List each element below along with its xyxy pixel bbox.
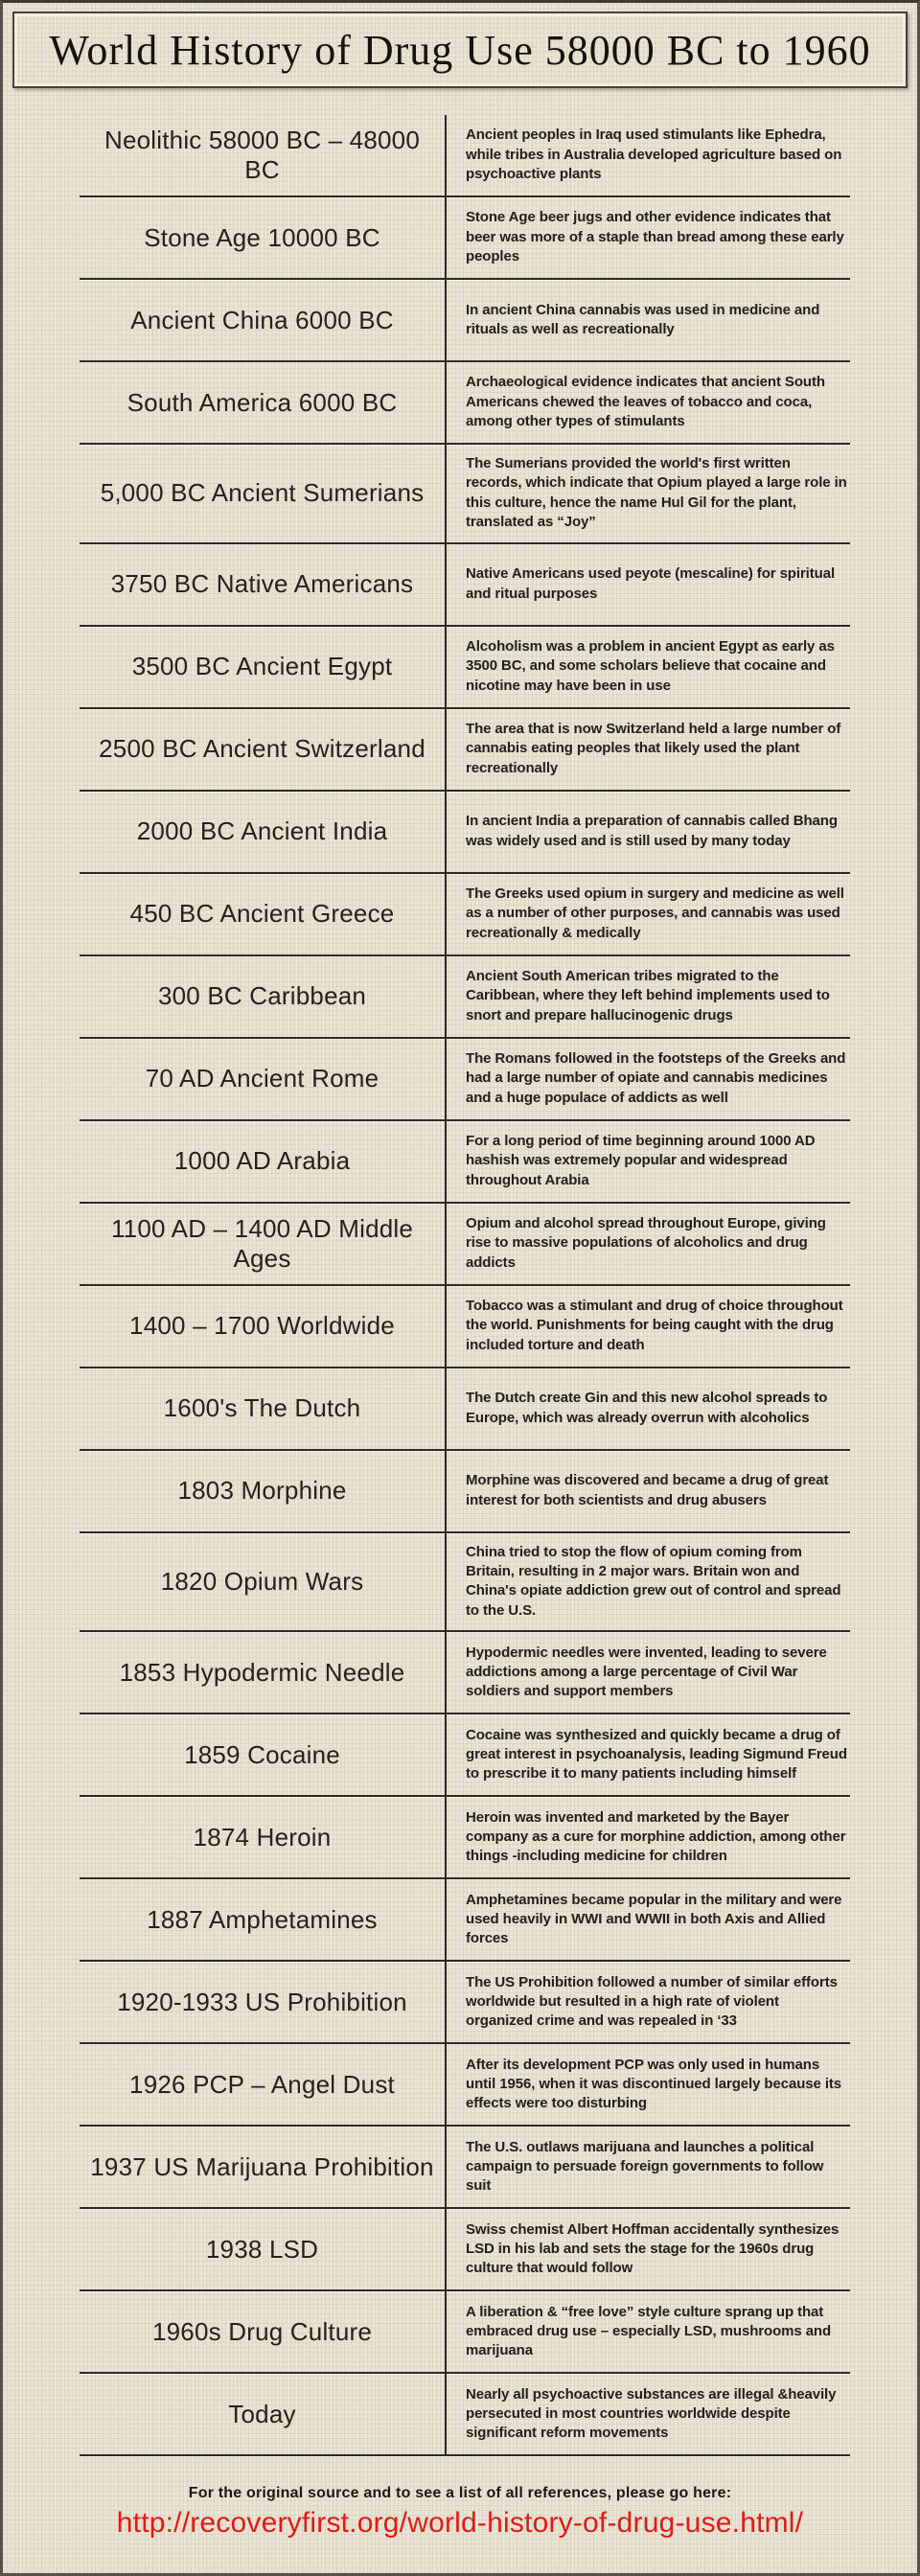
era-description: The Sumerians provided the world's first written records, which indicate that Opium played a large role in this culture, hence the name Hul Gil for the plant, translated as “Joy” xyxy=(466,455,847,531)
era-description-cell xyxy=(447,1286,850,1367)
era-label: 1000 AD Arabia xyxy=(80,1121,447,1202)
era-description: Hypodermic needles were invented, leading to severe addictions among a large percentage of Civil War soldiers and support members xyxy=(466,1644,827,1700)
era-description-cell xyxy=(447,2127,850,2207)
era-label: 1937 US Marijuana Prohibition xyxy=(80,2127,447,2207)
timeline-row xyxy=(80,1451,850,1533)
source-url-link[interactable]: http://recoveryfirst.org/world-history-of-drug-use.html/ xyxy=(116,2507,804,2540)
era-label: 1920-1933 US Prohibition xyxy=(80,1962,447,2042)
era-label: 1820 Opium Wars xyxy=(80,1533,447,1631)
timeline-table xyxy=(80,115,850,2456)
era-description-cell xyxy=(447,956,850,1037)
timeline-row xyxy=(80,115,850,197)
era-label: 1853 Hypodermic Needle xyxy=(80,1632,447,1713)
era-label: 450 BC Ancient Greece xyxy=(80,874,447,954)
era-description: Stone Age beer jugs and other evidence indicates that beer was more of a staple than bread among these early peoples xyxy=(466,209,844,265)
era-description-cell xyxy=(447,627,850,707)
era-label: 1938 LSD xyxy=(80,2209,447,2289)
era-description: The US Prohibition followed a number of similar efforts worldwide but resulted in a high rate of violent organized crime and was repealed in ‘33 xyxy=(466,1973,838,2030)
era-description: A liberation & “free love” style culture sprang up that embraced drug use – especially LSD, mushrooms and marijuana xyxy=(466,2303,832,2359)
era-description: In ancient China cannabis was used in medicine and rituals as well as recreationally xyxy=(466,301,820,337)
era-description: Alcoholism was a problem in ancient Egypt as early as 3500 BC, and some scholars believe that cocaine and nicotine may have been in use xyxy=(466,637,835,694)
era-label: 1960s Drug Culture xyxy=(80,2291,447,2372)
timeline-row xyxy=(80,544,850,627)
era-label: 1926 PCP – Angel Dust xyxy=(80,2044,447,2125)
timeline-row xyxy=(80,709,850,792)
timeline-row xyxy=(80,2127,850,2209)
era-label: Today xyxy=(80,2374,447,2454)
timeline-row xyxy=(80,627,850,709)
era-description-cell xyxy=(447,1797,850,1877)
era-description: Swiss chemist Albert Hoffman accidentally synthesizes LSD in his lab and sets the stage for the 1960s drug culture that would follow xyxy=(466,2220,840,2277)
era-label: Stone Age 10000 BC xyxy=(80,197,447,278)
era-description-cell xyxy=(447,1533,850,1631)
era-label: 1859 Cocaine xyxy=(80,1714,447,1795)
era-description-cell xyxy=(447,709,850,790)
era-description: Morphine was discovered and became a drug of great interest for both scientists and drug abusers xyxy=(466,1472,829,1508)
era-label: 5,000 BC Ancient Sumerians xyxy=(80,445,447,542)
era-description-cell xyxy=(447,544,850,625)
era-description: China tried to stop the flow of opium coming from Britain, resulting in 2 major wars. Britain won and China's opiate addiction grew out of control and spread to the U.S. xyxy=(466,1543,841,1619)
era-description-cell xyxy=(447,1632,850,1713)
timeline-row xyxy=(80,280,850,362)
era-label: 3750 BC Native Americans xyxy=(80,544,447,625)
era-label: 70 AD Ancient Rome xyxy=(80,1039,447,1119)
era-description-cell xyxy=(447,1962,850,2042)
timeline-row xyxy=(80,1039,850,1121)
timeline-row xyxy=(80,2209,850,2291)
era-description-cell xyxy=(447,280,850,360)
era-description-cell xyxy=(447,2291,850,2372)
timeline-row xyxy=(80,362,850,445)
era-description: Tobacco was a stimulant and drug of choice throughout the world. Punishments for being caught with the drug included torture and death xyxy=(466,1297,843,1353)
era-description-cell xyxy=(447,792,850,872)
era-label: 3500 BC Ancient Egypt xyxy=(80,627,447,707)
era-description-cell xyxy=(447,1714,850,1795)
era-description-cell xyxy=(447,362,850,443)
timeline-row xyxy=(80,1121,850,1204)
era-label: 2000 BC Ancient India xyxy=(80,792,447,872)
era-description-cell xyxy=(447,1879,850,1960)
era-description: Amphetamines became popular in the military and were used heavily in WWI and WWII in both Axis and Allied forces xyxy=(466,1891,842,1947)
era-description: The Romans followed in the footsteps of the Greeks and had a large number of opiate and cannabis medicines and a huge populace of addicts as well xyxy=(466,1049,846,1106)
era-description-cell xyxy=(447,1039,850,1119)
era-description: Ancient South American tribes migrated to the Caribbean, where they left behind implements used to snort and prepare hallucinogenic drugs xyxy=(466,967,830,1024)
timeline-row xyxy=(80,197,850,280)
era-description-cell xyxy=(447,2044,850,2125)
era-description-cell xyxy=(447,2374,850,2454)
era-description-cell xyxy=(447,1121,850,1202)
era-description: For a long period of time beginning around 1000 AD hashish was extremely popular and widespread throughout Arabia xyxy=(466,1132,816,1188)
page-title: World History of Drug Use 58000 BC to 1960 xyxy=(49,26,871,74)
era-label: 1874 Heroin xyxy=(80,1797,447,1877)
era-description-cell xyxy=(447,874,850,954)
era-label: 1803 Morphine xyxy=(80,1451,447,1531)
era-description: Nearly all psychoactive substances are illegal &heavily persecuted in most countries worldwide despite significant reform movements xyxy=(466,2385,837,2442)
timeline-row xyxy=(80,1879,850,1962)
era-label: 2500 BC Ancient Switzerland xyxy=(80,709,447,790)
era-description: Archaeological evidence indicates that ancient South Americans chewed the leaves of tobacco and coca, among other types of stimulants xyxy=(466,374,825,430)
timeline-row xyxy=(80,2044,850,2127)
source-note: For the original source and to see a list of all references, please go here: xyxy=(188,2485,732,2502)
era-description-cell xyxy=(447,1368,850,1449)
era-description: Native Americans used peyote (mescaline) for spiritual and ritual purposes xyxy=(466,565,836,602)
era-description: Ancient peoples in Iraq used stimulants like Ephedra, while tribes in Australia developed agriculture based on psychoactive plants xyxy=(466,126,842,183)
era-description: The Dutch create Gin and this new alcohol spreads to Europe, which was already overrun with alcoholics xyxy=(466,1390,828,1426)
era-label: Neolithic 58000 BC – 48000 BC xyxy=(80,115,447,196)
timeline-row xyxy=(80,956,850,1039)
timeline-row xyxy=(80,1632,850,1714)
era-description: In ancient India a preparation of cannabis called Bhang was widely used and is still used by many today xyxy=(466,813,838,849)
era-description-cell xyxy=(447,2209,850,2289)
timeline-row xyxy=(80,2374,850,2456)
era-description: After its development PCP was only used in humans until 1956, when it was discontinued largely because its effects were too disturbing xyxy=(466,2056,842,2112)
era-description: The area that is now Switzerland held a large number of cannabis eating peoples that likely used the plant recreationally xyxy=(466,720,841,776)
timeline-row xyxy=(80,1286,850,1368)
timeline-row xyxy=(80,1714,850,1797)
era-description: Cocaine was synthesized and quickly became a drug of great interest in psychoanalysis, leading Sigmund Freud to prescribe it to many patients including himself xyxy=(466,1726,847,1782)
era-label: 300 BC Caribbean xyxy=(80,956,447,1037)
era-description: Opium and alcohol spread throughout Europe, giving rise to massive populations of alcoholics and drug addicts xyxy=(466,1214,826,1271)
era-description: The Greeks used opium in surgery and medicine as well as a number of other purposes, and cannabis was used recreationally & medically xyxy=(466,885,844,941)
era-description-cell xyxy=(447,1204,850,1284)
era-label: Ancient China 6000 BC xyxy=(80,280,447,360)
era-description: The U.S. outlaws marijuana and launches a political campaign to persuade foreign governments to follow suit xyxy=(466,2138,824,2195)
era-description-cell xyxy=(447,1451,850,1531)
timeline-row xyxy=(80,874,850,956)
era-label: South America 6000 BC xyxy=(80,362,447,443)
era-description-cell xyxy=(447,445,850,542)
era-description: Heroin was invented and marketed by the Bayer company as a cure for morphine addiction, among other things -including medicine for children xyxy=(466,1808,846,1865)
era-label: 1400 – 1700 Worldwide xyxy=(80,1286,447,1367)
timeline-row xyxy=(80,1797,850,1879)
title-box xyxy=(12,12,908,88)
era-description-cell xyxy=(447,197,850,278)
timeline-row xyxy=(80,2291,850,2374)
era-label: 1887 Amphetamines xyxy=(80,1879,447,1960)
footer xyxy=(3,2485,917,2573)
timeline-row xyxy=(80,1204,850,1286)
timeline-row xyxy=(80,1962,850,2044)
timeline-row xyxy=(80,792,850,874)
timeline-row xyxy=(80,1533,850,1633)
timeline-row xyxy=(80,445,850,544)
timeline-row xyxy=(80,1368,850,1451)
era-label: 1100 AD – 1400 AD Middle Ages xyxy=(80,1204,447,1284)
era-label: 1600's The Dutch xyxy=(80,1368,447,1449)
era-description-cell xyxy=(447,115,850,196)
